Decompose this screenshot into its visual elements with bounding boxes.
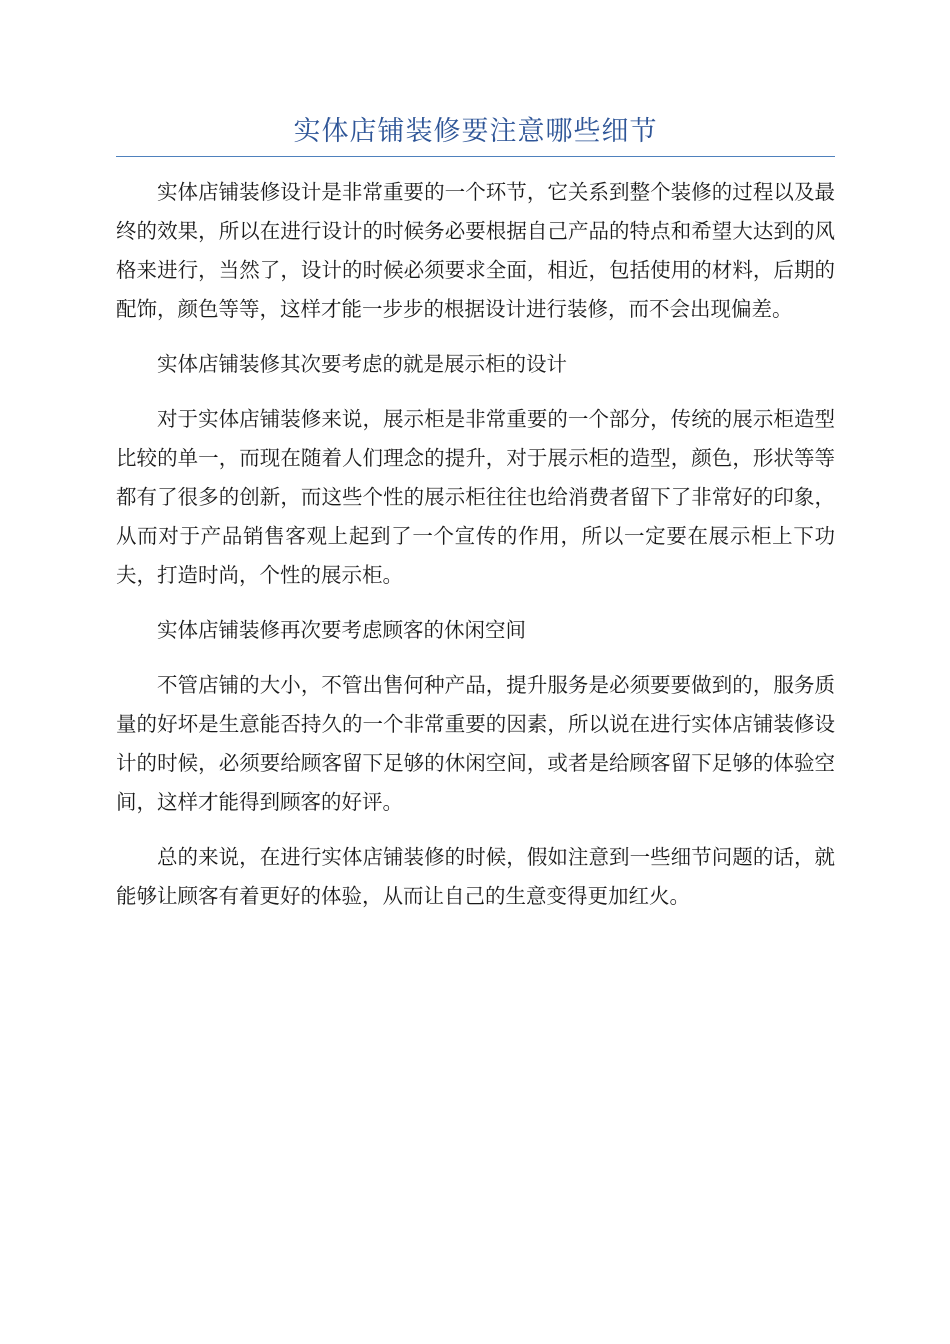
section-heading-leisure-space: 实体店铺装修再次要考虑顾客的休闲空间: [157, 618, 526, 642]
paragraph-leisure-space: 不管店铺的大小，不管出售何种产品，提升服务是必须要要做到的，服务质量的好坏是生意能否持久的一个非常重要的因素，所以说在进行实体店铺装修设计的时候，必须要给顾客留下足够的休闲空间，或者是给顾客留下足够的体验空间，这样才能得到顾客的好评。: [116, 673, 835, 814]
paragraph-display-cabinet: 对于实体店铺装修来说，展示柜是非常重要的一个部分，传统的展示柜造型比较的单一，而现在随着人们理念的提升，对于展示柜的造型，颜色，形状等等都有了很多的创新，而这些个性的展示柜往往也给消费者留下了非常好的印象，从而对于产品销售客观上起到了一个宣传的作用，所以一定要在展示柜上下功夫，打造时尚，个性的展示柜。: [116, 407, 835, 587]
paragraph-intro: 实体店铺装修设计是非常重要的一个环节，它关系到整个装修的过程以及最终的效果，所以在进行设计的时候务必要根据自己产品的特点和希望大达到的风格来进行，当然了，设计的时候必须要求全面，相近，包括使用的材料，后期的配饰，颜色等等，这样才能一步步的根据设计进行装修，而不会出现偏差。: [116, 180, 835, 321]
document-title: 实体店铺装修要注意哪些细节: [293, 116, 658, 147]
document-body: [116, 173, 835, 932]
section-heading-display-cabinet: 实体店铺装修其次要考虑的就是展示柜的设计: [157, 352, 567, 376]
title-block: [116, 112, 835, 157]
paragraph-conclusion: 总的来说，在进行实体店铺装修的时候，假如注意到一些细节问题的话，就能够让顾客有着更好的体验，从而让自己的生意变得更加红火。: [116, 845, 835, 908]
